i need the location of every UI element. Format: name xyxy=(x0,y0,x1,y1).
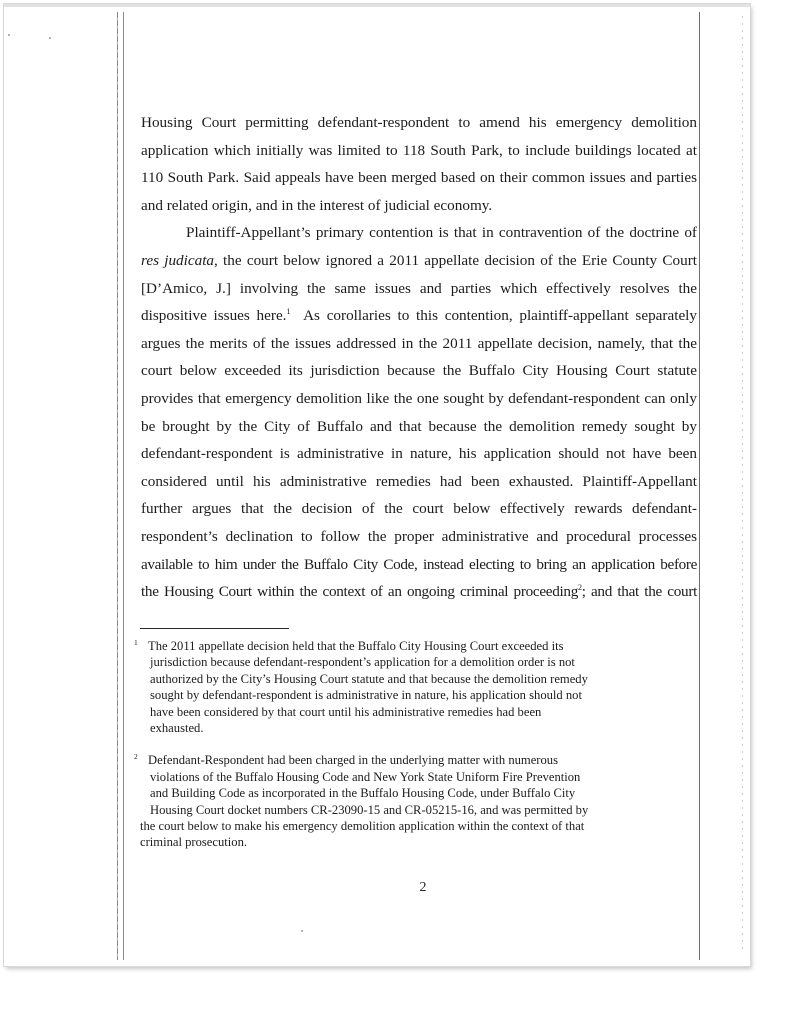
latin-term: res judicata xyxy=(141,251,215,269)
footnote-line: the court below to make his emergency demolition application within the context of that xyxy=(140,819,585,834)
footnotes xyxy=(132,638,692,867)
paragraph-2 xyxy=(141,219,697,605)
paragraph-1 xyxy=(141,109,697,219)
right-edge-dotted-rule xyxy=(742,16,743,950)
text-fragment: , the court below ignored a 2011 appellate decision of the Erie County Court xyxy=(214,251,697,269)
footnote-mark: 1 xyxy=(134,638,138,647)
footnote-line: criminal prosecution. xyxy=(140,835,248,850)
text-fragment: As corollaries to this contention, plaintiff-appellant separately xyxy=(290,307,697,325)
text-line: application which initially was limited to 118 South Park, to include buildings located at xyxy=(141,141,697,159)
text-line: considered until his administrative remedies had been exhausted. Plaintiff-Appellant xyxy=(141,472,697,490)
page-number: 2 xyxy=(419,880,427,895)
text-fragment: the Housing Court within the context of an ongoing criminal proceeding xyxy=(141,583,579,601)
footnote-mark: 2 xyxy=(134,752,138,762)
text-line: provides that emergency demolition like the one sought by defendant-respondent can only xyxy=(141,389,697,407)
text-line xyxy=(141,247,697,275)
footnote-line: exhausted. xyxy=(150,721,204,736)
footnote-line: Housing Court docket numbers CR-23090-15 and CR-05215-16, and was permitted by xyxy=(150,802,589,817)
footnote-line: have been considered by that court until his administrative remedies had been xyxy=(150,704,542,719)
text-line: 110 South Park. Said appeals have been merged based on their common issues and parties xyxy=(141,169,697,187)
footnote-line: jurisdiction because defendant-respondent’s application for a demolition order is not xyxy=(150,655,575,670)
footnote-line: Defendant-Respondent had been charged in the underlying matter with numerous xyxy=(148,753,558,768)
text-fragment: dispositive issues here. xyxy=(141,307,287,325)
footnote-ref-2[interactable]: 2 xyxy=(578,583,582,593)
text-line xyxy=(141,302,697,330)
left-margin-rule-outer xyxy=(117,12,118,960)
text-line: further argues that the decision of the court below effectively rewards defendant- xyxy=(141,500,697,518)
scanned-page xyxy=(4,4,750,966)
text-line: be brought by the City of Buffalo and that because the demolition remedy sought by xyxy=(141,417,697,435)
scan-speck xyxy=(301,930,303,932)
footnote-line: sought by defendant-respondent is administrative in nature, his application should not xyxy=(150,688,582,703)
text-line xyxy=(141,578,697,606)
footnote-line: authorized by the City’s Housing Court statute and that because the demolition remedy xyxy=(150,671,588,686)
footnote-1 xyxy=(132,638,692,736)
text-line: respondent’s declination to follow the proper administrative and procedural processes xyxy=(141,527,697,545)
footnote-line: and Building Code as incorporated in the Buffalo Housing Code, under Buffalo City xyxy=(150,786,576,801)
left-margin-rule-inner xyxy=(123,12,124,960)
page-edge-shade xyxy=(4,4,750,7)
footnote-ref-1[interactable]: 1 xyxy=(286,307,291,317)
body-text xyxy=(141,109,697,606)
footnote-2 xyxy=(132,752,692,850)
text-line: available to him under the Buffalo City Code, instead electing to bring an application before xyxy=(141,555,697,573)
text-line: court below exceeded its jurisdiction because the Buffalo City Housing Court statute xyxy=(141,362,697,380)
footnote-line: The 2011 appellate decision held that the Buffalo City Housing Court exceeded its xyxy=(148,639,564,653)
scan-speck xyxy=(49,37,51,39)
text-line: Housing Court permitting defendant-respondent to amend his emergency demolition xyxy=(141,114,697,131)
text-line: defendant-respondent is administrative in nature, his application should not have been xyxy=(141,445,697,463)
scan-speck xyxy=(8,34,10,36)
right-margin-rule xyxy=(699,12,700,960)
footnote-line: violations of the Buffalo Housing Code and New York State Uniform Fire Prevention xyxy=(150,769,581,784)
text-line: [D’Amico, J.] involving the same issues and parties which effectively resolves the xyxy=(141,279,697,297)
text-fragment: ; and that the court xyxy=(581,583,697,601)
text-line: and related origin, and in the interest of judicial economy. xyxy=(141,196,493,214)
text-line: Plaintiff-Appellant’s primary contention is that in contravention of the doctrine of xyxy=(186,224,697,242)
footnote-separator xyxy=(140,628,289,629)
text-line: argues the merits of the issues addressed in the 2011 appellate decision, namely, that the xyxy=(141,334,697,352)
